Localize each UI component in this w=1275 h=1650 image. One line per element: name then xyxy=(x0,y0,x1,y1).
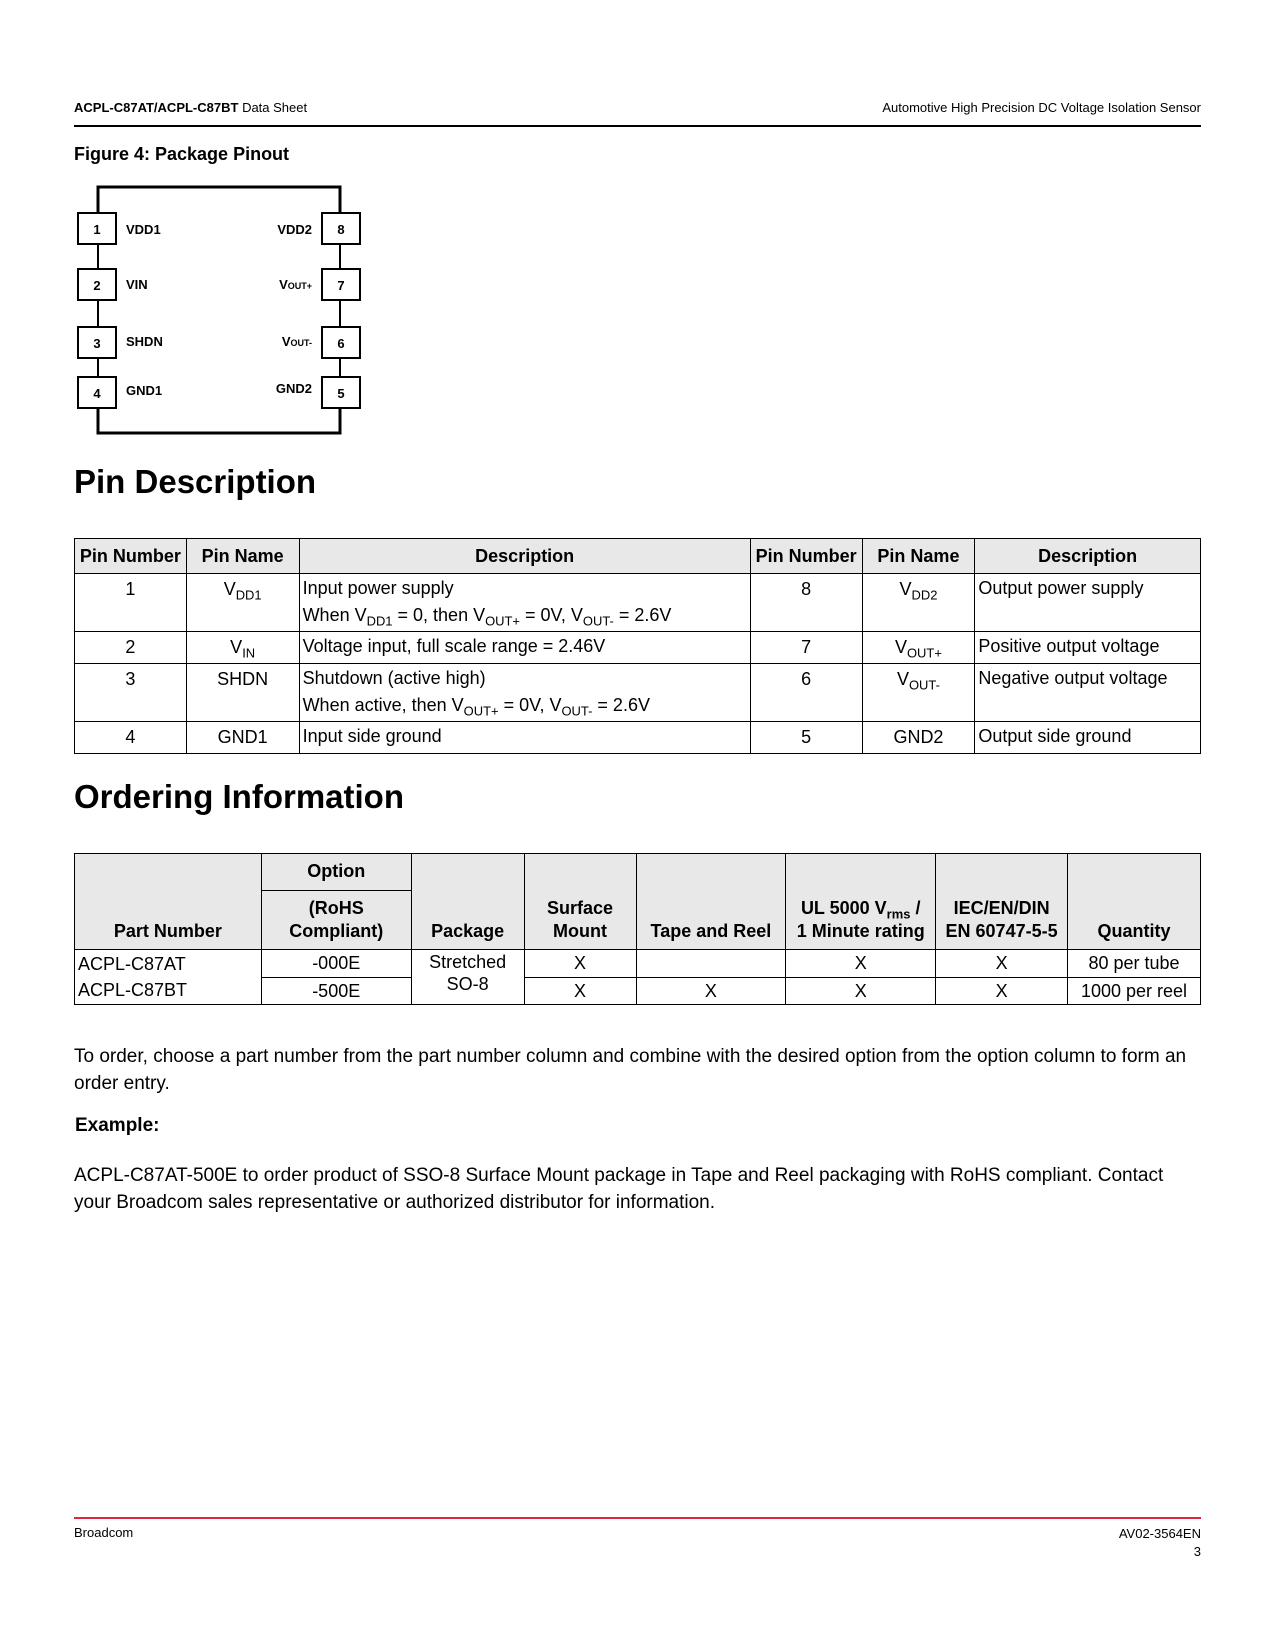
doc-subtitle: Automotive High Precision DC Voltage Isolation Sensor xyxy=(882,100,1201,115)
footer-divider xyxy=(74,1517,1201,1519)
description-line: When active, then $V_{OUT+} = 0V$, $V_{OUT-} = 2.6V$ xyxy=(302,695,650,719)
pin-number-cell: 8 xyxy=(750,574,862,632)
pin-number-3: 3 xyxy=(93,336,101,351)
example-label: Example: xyxy=(75,1115,160,1136)
pin-number-cell: 5 xyxy=(750,722,862,754)
col-package: Package xyxy=(411,854,524,950)
footer-doc-info xyxy=(1119,1525,1201,1561)
pin-name-cell: SHDN xyxy=(186,664,299,722)
surface-cell: X xyxy=(524,950,636,978)
pin-description-cell: Positive output voltage xyxy=(975,632,1201,664)
quantity-cell: 1000 per reel xyxy=(1068,977,1201,1005)
pin-description-table xyxy=(74,538,1201,754)
col-pin-number: Pin Number xyxy=(75,539,187,574)
pin-label-vout-minus: VOUT- xyxy=(281,334,312,349)
description-line: When $V_{DD1} = 0$, then $V_{OUT+} = 0V$, $V_{OUT-} = 2.6V$ xyxy=(302,605,672,629)
description-line: Shutdown (active high) xyxy=(302,668,486,688)
part-number: ACPL-C87BT xyxy=(78,980,188,1000)
pin-description-cell xyxy=(299,664,750,722)
ul-cell: X xyxy=(786,950,936,978)
description-line: Input power supply xyxy=(302,578,454,598)
col-iec: IEC/EN/DIN EN 60747-5-5 xyxy=(936,854,1068,950)
footer-doc-id: AV02-3564EN xyxy=(1118,1526,1201,1541)
pin-table-header-row xyxy=(75,539,1201,574)
doc-title-part: ACPL-C87AT/ACPL-C87BT xyxy=(74,100,239,115)
pin-description-heading: Pin Description xyxy=(74,463,317,500)
pin-name-cell: $V_{OUT-}$ xyxy=(862,664,975,722)
footer-company: Broadcom xyxy=(74,1525,134,1540)
pin-description-cell: Negative output voltage xyxy=(975,664,1201,722)
pin-description-cell: Output power supply xyxy=(975,574,1201,632)
col-ul-rating: UL 5000 $V_{rms}$ / 1 Minute rating xyxy=(786,854,936,950)
pin-description-cell xyxy=(299,574,750,632)
pin-label-vdd2: VDD2 xyxy=(277,222,312,237)
pin-name-cell: $V_{DD1}$ xyxy=(186,574,299,632)
ordering-heading: Ordering Information xyxy=(74,778,404,815)
option-cell: -500E xyxy=(261,977,411,1005)
col-description: Description xyxy=(299,539,750,574)
col-pin-name-right: Pin Name xyxy=(862,539,975,574)
package-cell: Stretched SO-8 xyxy=(411,950,524,1005)
pinout-svg xyxy=(74,185,364,435)
part-number-cell xyxy=(75,950,262,1005)
table-row xyxy=(75,574,1201,632)
col-description-right: Description xyxy=(975,539,1201,574)
table-row xyxy=(75,664,1201,722)
pin-number-cell: 7 xyxy=(750,632,862,664)
tape-cell xyxy=(636,950,786,978)
ul-cell: X xyxy=(786,977,936,1005)
part-number: ACPL-C87AT xyxy=(78,954,186,974)
pin-number-cell: 4 xyxy=(75,722,187,754)
table-row xyxy=(75,722,1201,754)
table-row xyxy=(75,632,1201,664)
doc-title-rest: Data Sheet xyxy=(242,100,308,115)
pin-name-cell: $V_{DD2}$ xyxy=(862,574,975,632)
package-outline-top xyxy=(98,187,340,215)
option-cell: -000E xyxy=(261,950,411,978)
pin-label-vin: VIN xyxy=(126,277,148,292)
col-pin-number-right: Pin Number xyxy=(750,539,862,574)
doc-title xyxy=(74,100,307,115)
quantity-cell: 80 per tube xyxy=(1068,950,1201,978)
col-option: Option xyxy=(261,854,411,891)
ordering-header-row xyxy=(75,854,1201,891)
pin-number-5: 5 xyxy=(337,386,345,401)
ordering-table xyxy=(74,853,1201,1005)
pin-label-shdn: SHDN xyxy=(126,334,163,349)
col-surface-mount: Surface Mount xyxy=(524,854,636,950)
pin-number-4: 4 xyxy=(93,386,101,401)
tape-cell: X xyxy=(636,977,786,1005)
pin-name-cell: GND2 xyxy=(862,722,975,754)
col-part-number: Part Number xyxy=(75,854,262,950)
col-option-rohs: (RoHS Compliant) xyxy=(261,891,411,950)
pin-label-vdd1: VDD1 xyxy=(126,222,161,237)
pin-number-7: 7 xyxy=(337,278,345,293)
pin-number-2: 2 xyxy=(93,278,101,293)
pin-name-cell: $V_{OUT+}$ xyxy=(862,632,975,664)
iec-cell: X xyxy=(936,977,1068,1005)
pin-label-vout-plus: VOUT+ xyxy=(279,277,312,292)
pin-number-1: 1 xyxy=(93,222,101,237)
pin-description-cell: Voltage input, full scale range = 2.46V xyxy=(299,632,750,664)
table-row xyxy=(75,950,1201,978)
pin-number-cell: 2 xyxy=(75,632,187,664)
col-pin-name: Pin Name xyxy=(186,539,299,574)
pin-number-8: 8 xyxy=(337,222,345,237)
pin-label-gnd1: GND1 xyxy=(126,383,163,398)
pin-label-gnd2: GND2 xyxy=(275,381,312,396)
example-text: ACPL-C87AT-500E to order product of SSO-8 Surface Mount package in Tape and Reel packaging with RoHS compliant. Contact your Broadcom sales representative or authorized distributor for information. xyxy=(74,1165,1164,1213)
surface-cell: X xyxy=(524,977,636,1005)
order-instructions: To order, choose a part number from the part number column and combine with the desired option from the option column to form an order entry. xyxy=(74,1046,1187,1094)
pin-number-6: 6 xyxy=(337,336,345,351)
figure-title: Figure 4: Package Pinout xyxy=(74,144,290,164)
col-tape-and-reel: Tape and Reel xyxy=(636,854,786,950)
pin-number-cell: 3 xyxy=(75,664,187,722)
col-quantity: Quantity xyxy=(1068,854,1201,950)
package-outline-bottom xyxy=(98,406,340,433)
iec-cell: X xyxy=(936,950,1068,978)
pin-description-cell: Input side ground xyxy=(299,722,750,754)
pin-name-cell: GND1 xyxy=(186,722,299,754)
pin-number-cell: 1 xyxy=(75,574,187,632)
package-pinout-diagram xyxy=(74,185,364,440)
header-divider xyxy=(74,125,1201,127)
pin-number-cell: 6 xyxy=(750,664,862,722)
page-number: 3 xyxy=(1193,1544,1201,1559)
pin-description-cell: Output side ground xyxy=(975,722,1201,754)
pin-name-cell: $V_{IN}$ xyxy=(186,632,299,664)
